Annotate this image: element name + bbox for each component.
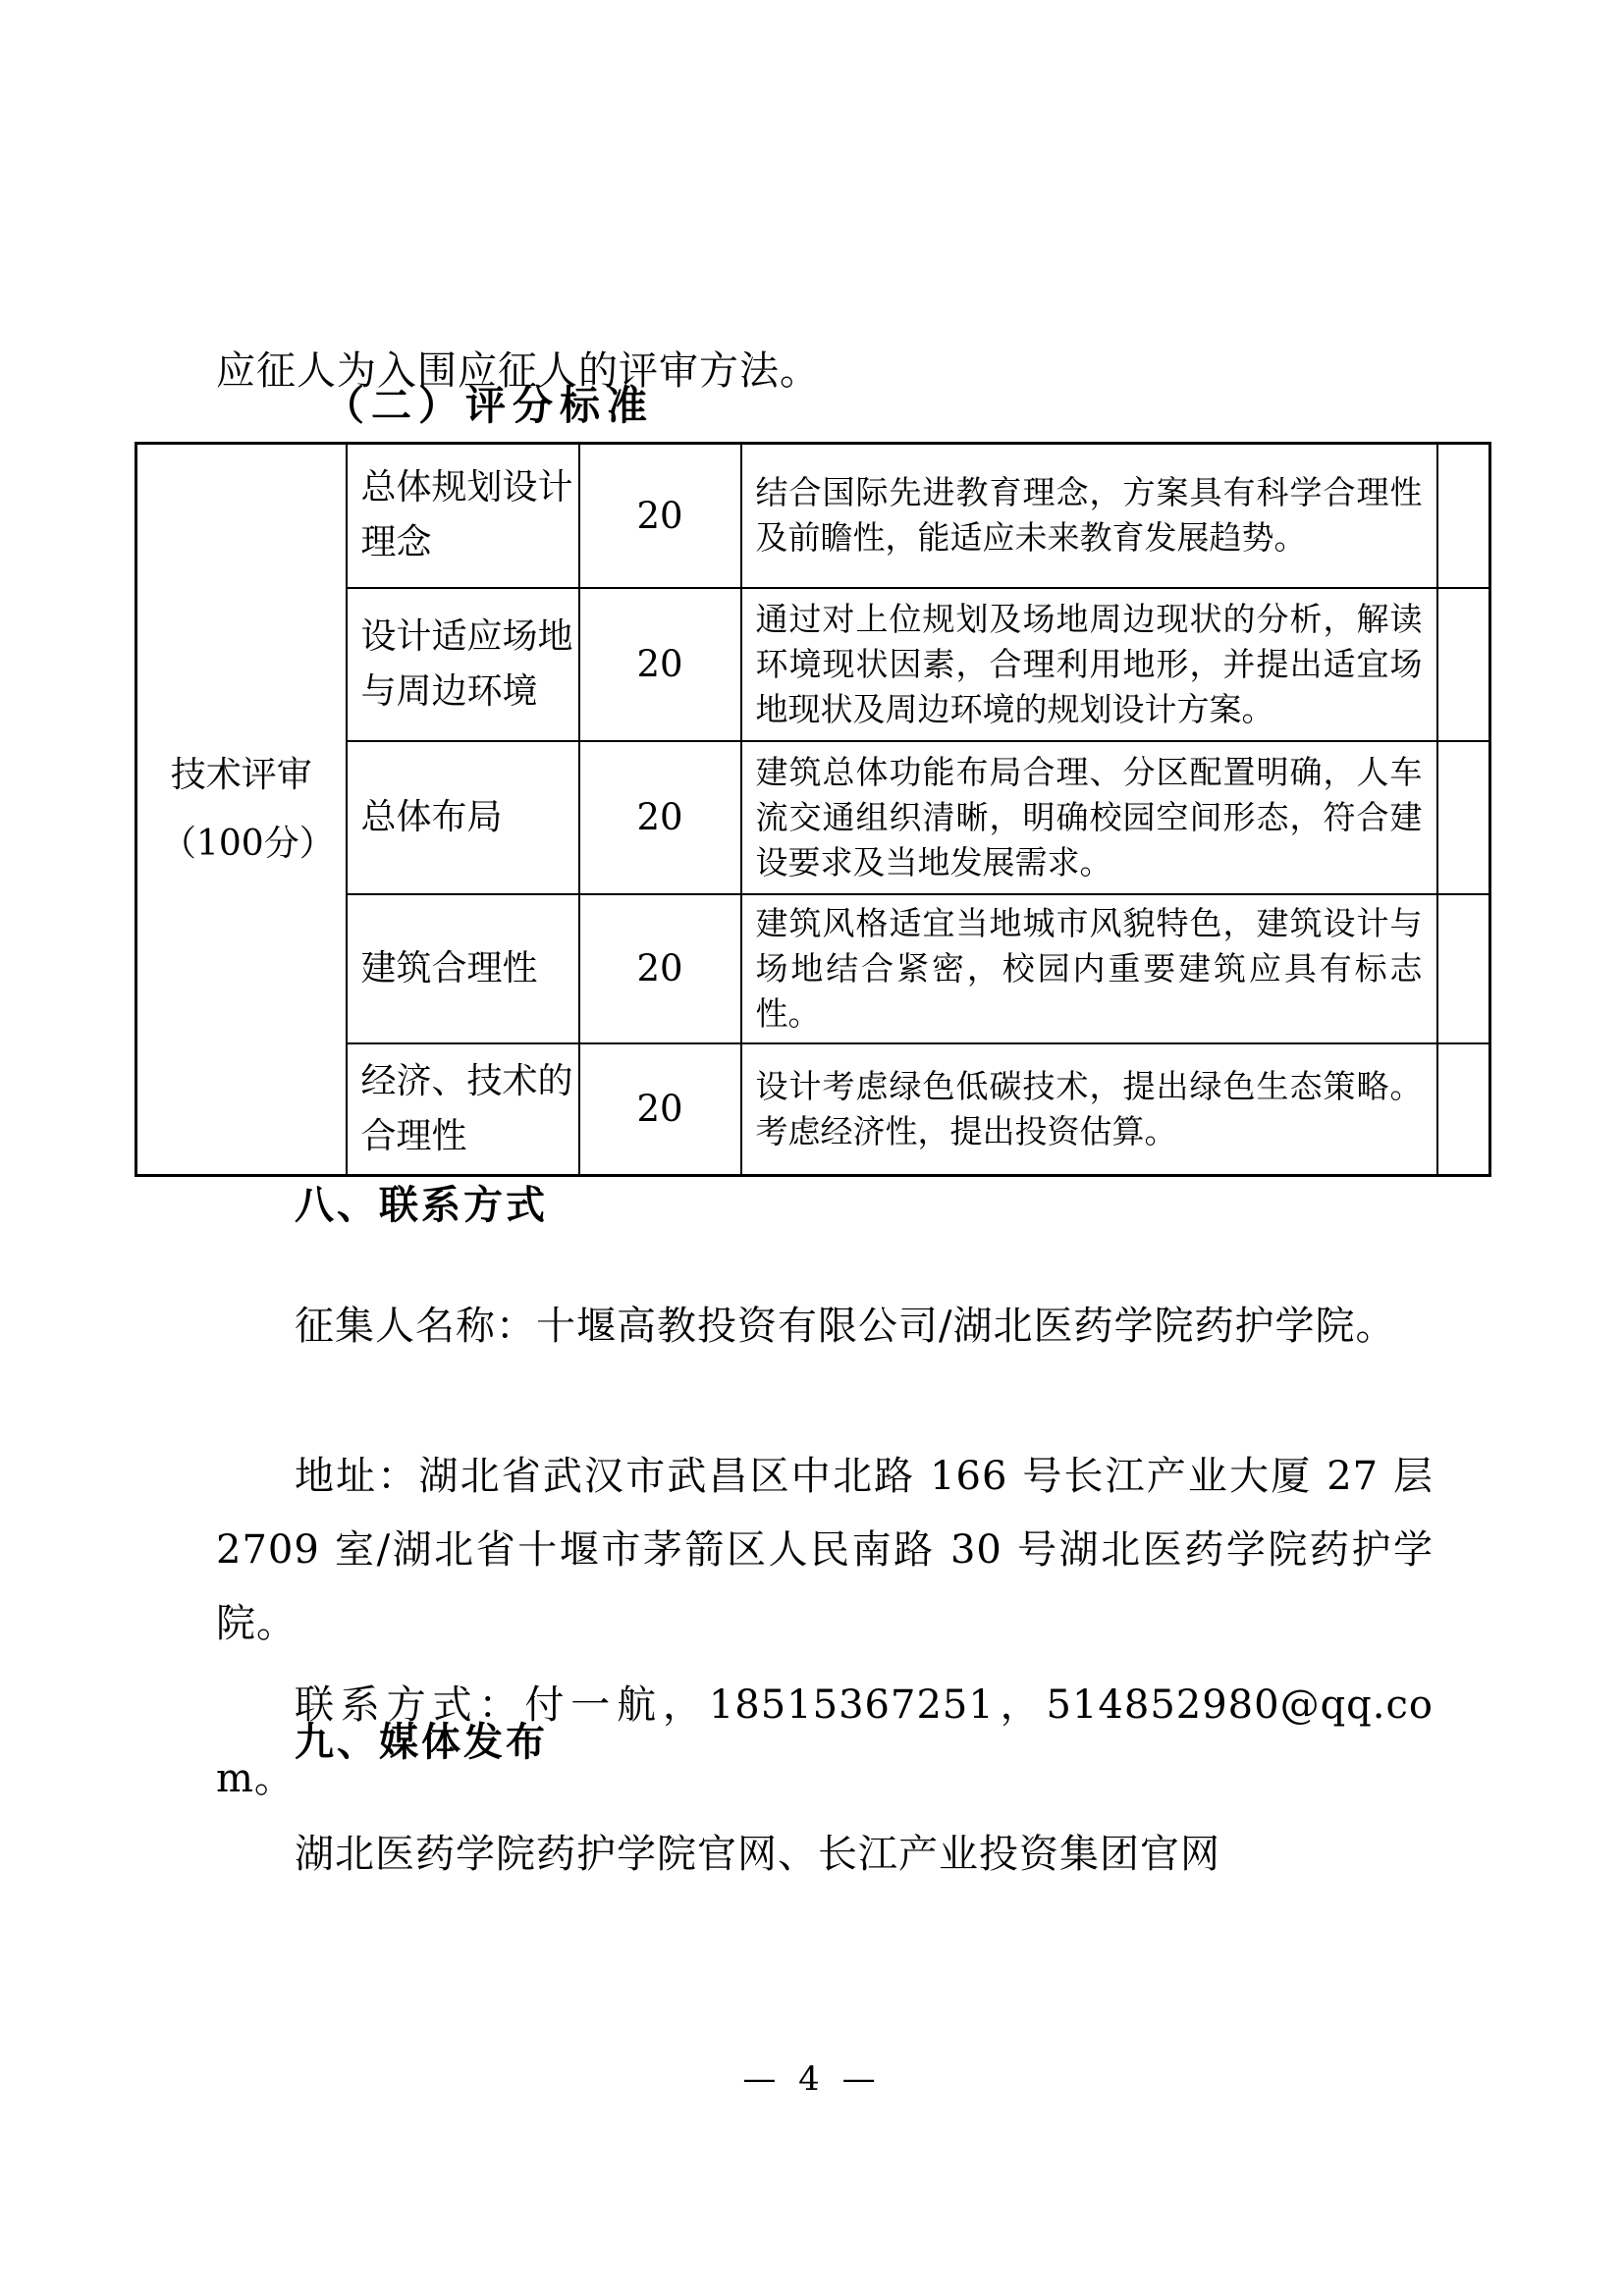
intro-paragraph: 应征人为入围应征人的评审方法。 [216,348,820,394]
category-cell: 技术评审（100分） [136,444,347,1176]
description-cell: 建筑总体功能布局合理、分区配置明确，人车流交通组织清晰，明确校园空间形态，符合建设要求及当地发展需求。 [741,741,1437,894]
description-cell: 建筑风格适宜当地城市风貌特色，建筑设计与场地结合紧密，校园内重要建筑应具有标志性。 [741,894,1437,1043]
contact-info-paragraph: 联系方式：付一航，18515367251，514852980@qq.com。 [216,1682,1434,1801]
solicitor-paragraph: 征集人名称：十堰高教投资有限公司/湖北医药学院药护学院。 [295,1304,1396,1349]
scoring-standard-heading: （二）评分标准 [324,382,654,429]
description-cell: 通过对上位规划及场地周边现状的分析，解读环境现状因素，合理利用地形，并提出适宜场地现状及周边环境的规划设计方案。 [741,588,1437,741]
media-paragraph: 湖北医药学院药护学院官网、长江产业投资集团官网 [295,1832,1220,1877]
criterion-cell: 经济、技术的合理性 [347,1043,579,1176]
criterion-cell: 建筑合理性 [347,894,579,1043]
score-cell: 20 [579,1043,741,1176]
empty-cell [1437,588,1490,741]
evaluation-score-table [135,442,1491,1177]
page-number: — 4 — [742,2059,882,2099]
criterion-cell: 总体规划设计理念 [347,444,579,588]
description-cell: 结合国际先进教育理念，方案具有科学合理性及前瞻性，能适应未来教育发展趋势。 [741,444,1437,588]
criterion-cell: 设计适应场地与周边环境 [347,588,579,741]
empty-cell [1437,444,1490,588]
description-cell: 设计考虑绿色低碳技术，提出绿色生态策略。考虑经济性，提出投资估算。 [741,1043,1437,1176]
empty-cell [1437,1043,1490,1176]
contact-section-heading: 八、联系方式 [295,1184,548,1227]
empty-cell [1437,741,1490,894]
score-cell: 20 [579,741,741,894]
table-row [136,444,1490,588]
criterion-cell: 总体布局 [347,741,579,894]
score-cell: 20 [579,588,741,741]
address-paragraph: 地址：湖北省武汉市武昌区中北路 166 号长江产业大厦 27 层 2709 室/湖北省十堰市茅箭区人民南路 30 号湖北医药学院药护学院。 [216,1454,1434,1646]
media-section-heading: 九、媒体发布 [295,1721,548,1764]
empty-cell [1437,894,1490,1043]
score-cell: 20 [579,894,741,1043]
score-cell: 20 [579,444,741,588]
